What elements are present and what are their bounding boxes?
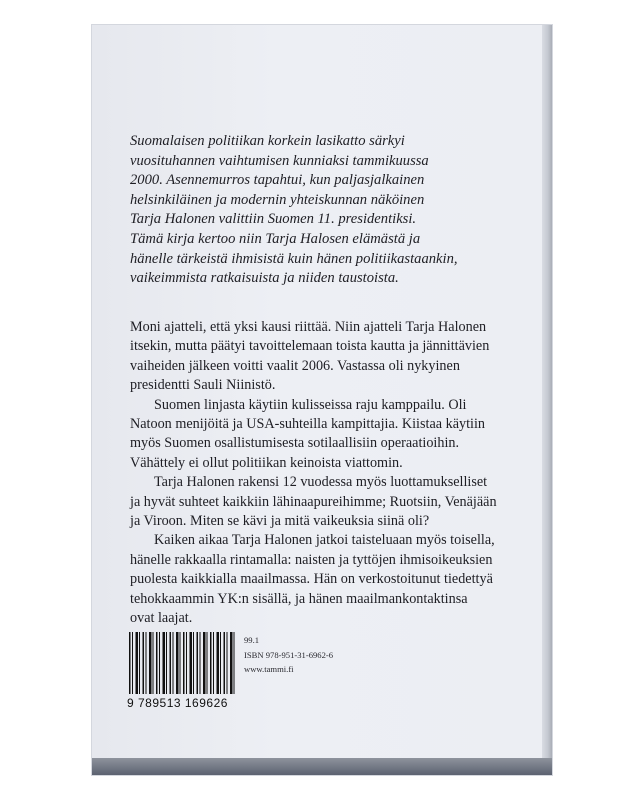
paragraph-line: hänelle rakkaalla rintamalla: naisten ja tyttöjen ihmisoikeuksien	[130, 551, 493, 568]
intro-line: Tarja Halonen valittiin Suomen 11. presidentiksi.	[130, 211, 417, 228]
book-bottom-edge	[92, 758, 552, 775]
paragraph-line: tehokkaammin YK:n sisällä, ja hänen maailmankontaktinsa	[130, 590, 468, 607]
intro-line: 2000. Asennemurros tapahtui, kun paljasjalkainen	[130, 172, 425, 189]
intro-line: vaikeimmista ratkaisuista ja niiden taustoista.	[130, 270, 399, 287]
paragraph-line: Natoon menijöitä ja USA-suhteilla kampittajia. Kiistaa käytiin	[130, 416, 486, 433]
spine-show-through	[518, 150, 544, 510]
paragraph-line: Moni ajatteli, että yksi kausi riittää. Niin ajatteli Tarja Halonen	[130, 319, 487, 335]
paragraph-line: Tarja Halonen rakensi 12 vuodessa myös luottamukselliset	[154, 474, 488, 491]
paragraph-1	[130, 318, 515, 396]
body-text	[130, 318, 515, 629]
barcode-digits: 9 789513 169626	[127, 696, 228, 710]
intro-line: Suomalaisen politiikan korkein lasikatto särkyi	[130, 133, 405, 149]
intro-line: helsinkiläinen ja modernin yhteiskunnan näköinen	[130, 191, 425, 208]
book-info	[244, 633, 333, 677]
paragraph-line: ja Viroon. Miten se kävi ja mitä vaikeuksia siinä oli?	[130, 513, 430, 530]
isbn-number: ISBN 978-951-31-6962-6	[244, 649, 334, 660]
paragraph-line: Suomen linjasta käytiin kulisseissa raju kamppailu. Oli	[154, 396, 467, 413]
paragraph-line: Vähättely ei ollut politiikan keinoista viattomin.	[130, 454, 403, 471]
isbn-barcode	[129, 632, 237, 694]
paragraph-3	[130, 473, 515, 531]
paragraph-line: itsekin, mutta päätyi tavoittelemaan toista kautta ja jännittävien	[130, 338, 490, 355]
intro-line: hänelle tärkeistä ihmisistä kuin hänen politiikastaankin,	[130, 250, 458, 267]
paragraph-4	[130, 531, 515, 628]
paragraph-line: presidentti Sauli Niinistö.	[130, 377, 276, 394]
intro-line: Tämä kirja kertoo niin Tarja Halosen elämästä ja	[130, 230, 421, 247]
paragraph-line: myös Suomen osallistumisesta sotilaallisiin operaatioihin.	[130, 435, 460, 452]
intro-blurb	[130, 132, 515, 289]
paragraph-line: puolesta kaikkialla maailmassa. Hän on verkostoitunut tiedettyä	[130, 571, 493, 588]
publisher-website: www.tammi.fi	[244, 664, 294, 674]
paragraph-line: ovat laajat.	[130, 610, 193, 627]
class-code: 99.1	[244, 635, 260, 645]
paragraph-line: Kaiken aikaa Tarja Halonen jatkoi taisteluaan myös toisella,	[154, 532, 495, 549]
paragraph-line: ja hyvät suhteet kaikkiin lähinaapureihimme; Ruotsiin, Venäjään	[130, 493, 497, 510]
paragraph-line: vaiheiden jälkeen voitti vaalit 2006. Vastassa oli nykyinen	[130, 357, 460, 374]
intro-line: vuosituhannen vaihtumisen kunniaksi tammikuussa	[130, 152, 429, 169]
paragraph-2	[130, 396, 515, 474]
